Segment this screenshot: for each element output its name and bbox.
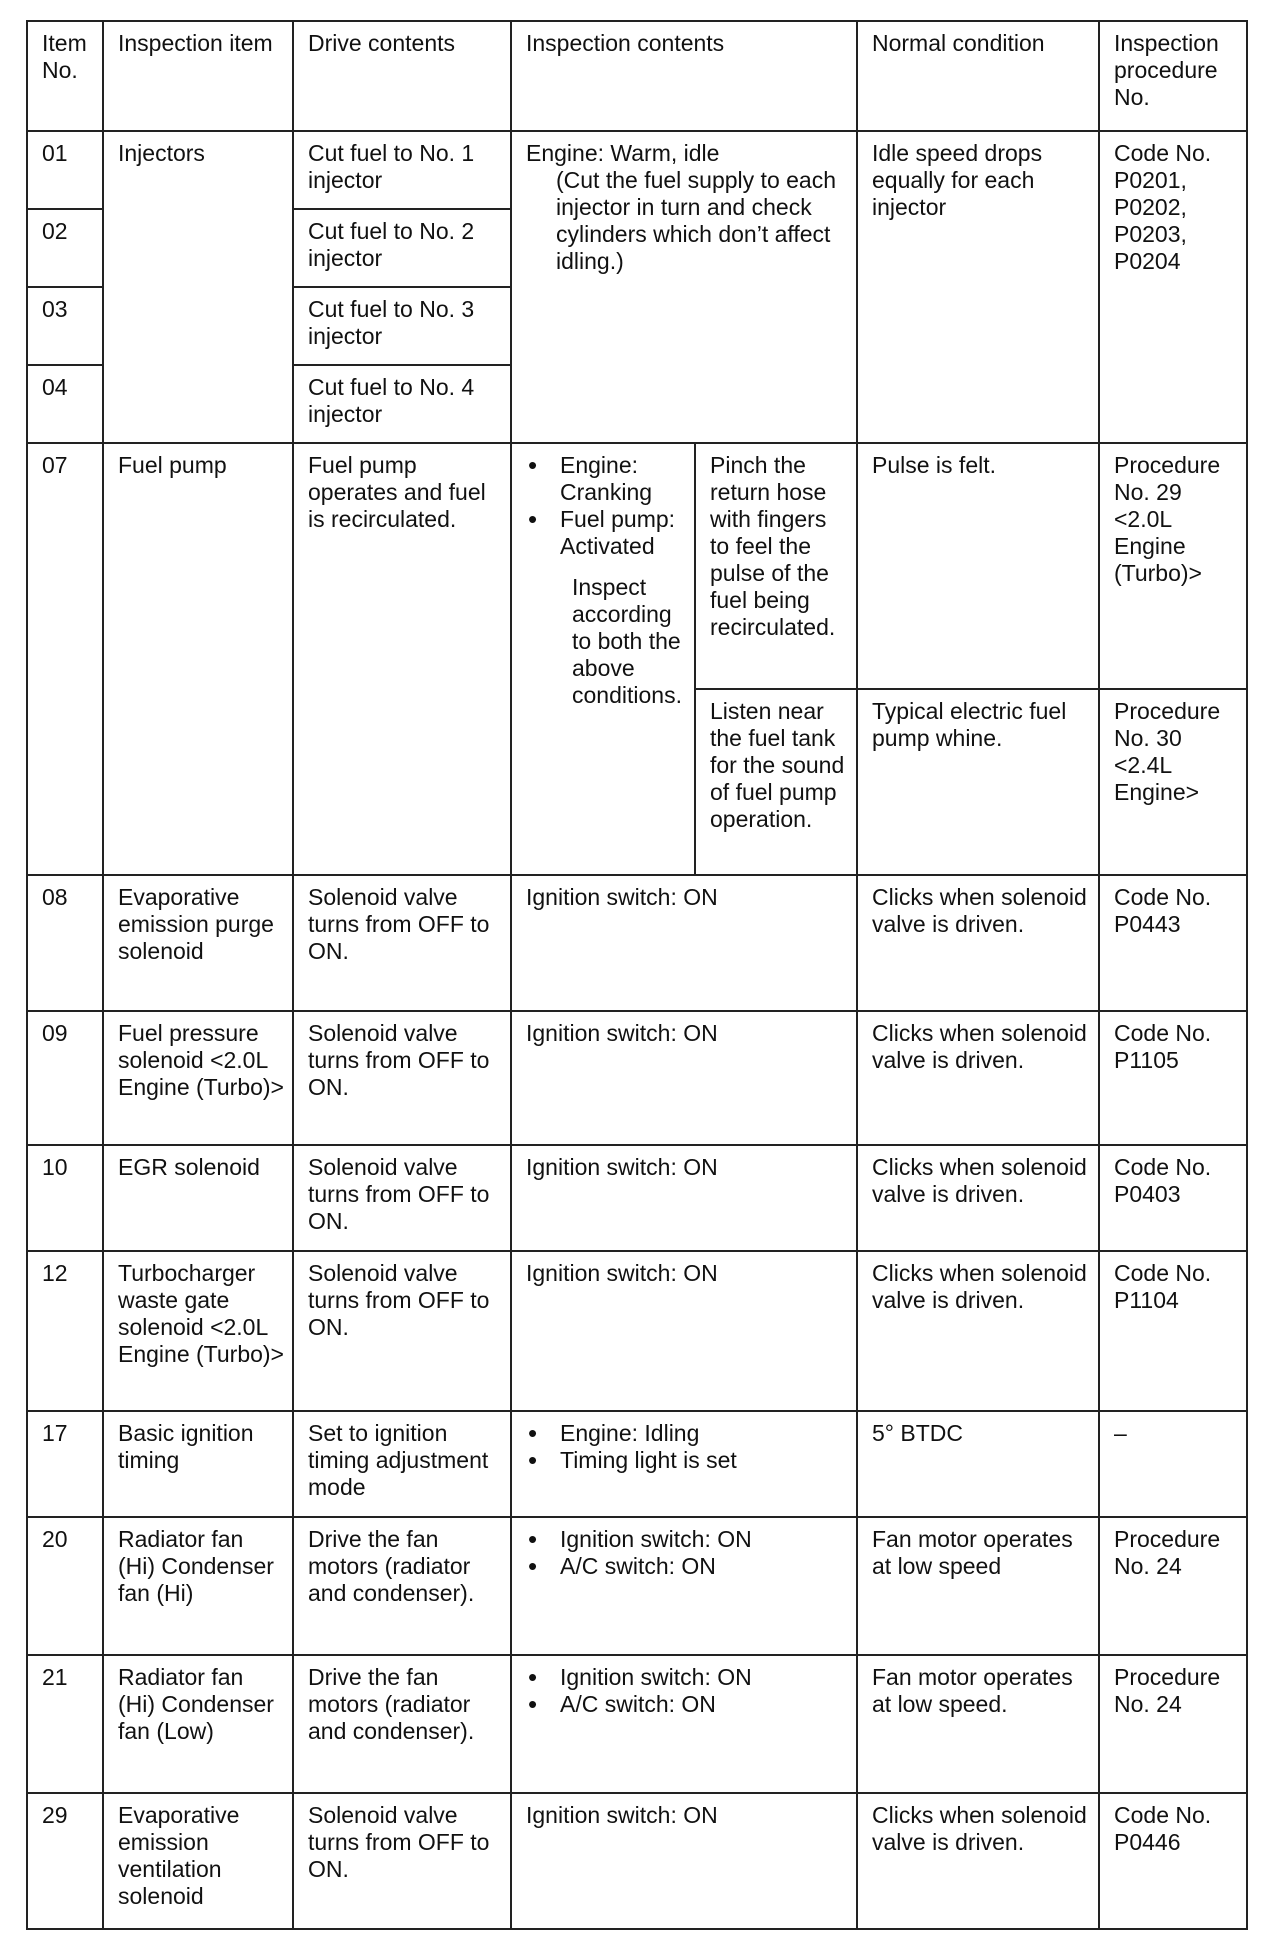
drive-contents: Cut fuel to No. 2 injector	[293, 209, 511, 287]
item-no: 07	[27, 443, 103, 875]
normal-condition: 5° BTDC	[857, 1411, 1099, 1517]
drive-contents: Solenoid valve turns from OFF to ON.	[293, 1793, 511, 1929]
inspection-item: Turbocharger waste gate solenoid <2.0L Engine (Turbo)>	[103, 1251, 293, 1411]
normal-condition: Clicks when solenoid valve is driven.	[857, 1793, 1099, 1929]
procedure-no: Code No. P0443	[1099, 875, 1247, 1011]
inspection-contents: Ignition switch: ON	[511, 1145, 857, 1251]
condition-item: • Ignition switch: ON	[526, 1526, 848, 1553]
table-row	[27, 1011, 1247, 1145]
actuator-test-table	[26, 20, 1248, 1930]
item-no: 29	[27, 1793, 103, 1929]
procedure-no: Procedure No. 29 <2.0L Engine (Turbo)>	[1099, 443, 1247, 689]
table-row	[27, 1655, 1247, 1793]
item-no: 17	[27, 1411, 103, 1517]
inspection-contents	[511, 1655, 857, 1793]
procedure-no: Procedure No. 24	[1099, 1517, 1247, 1655]
inspection-item: Radiator fan (Hi) Condenser fan (Low)	[103, 1655, 293, 1793]
drive-contents: Solenoid valve turns from OFF to ON.	[293, 1145, 511, 1251]
normal-condition: Idle speed drops equally for each injector	[857, 131, 1099, 443]
table-row	[27, 131, 1247, 209]
drive-contents: Cut fuel to No. 4 injector	[293, 365, 511, 443]
inspection-item: Basic ignition timing	[103, 1411, 293, 1517]
item-no: 21	[27, 1655, 103, 1793]
inspection-item: Fuel pump	[103, 443, 293, 875]
condition-item: • Fuel pump: Activated	[526, 506, 686, 560]
inspection-item: Evaporative emission purge solenoid	[103, 875, 293, 1011]
procedure-no: Code No. P1105	[1099, 1011, 1247, 1145]
condition-item: • A/C switch: ON	[526, 1553, 848, 1580]
item-no: 10	[27, 1145, 103, 1251]
inspection-item: Evaporative emission ventilation solenoid	[103, 1793, 293, 1929]
item-no: 02	[27, 209, 103, 287]
header-item-no: Item No.	[27, 21, 103, 131]
header-normal-condition: Normal condition	[857, 21, 1099, 131]
inspection-contents	[511, 1517, 857, 1655]
table-row	[27, 875, 1247, 1011]
normal-condition: Clicks when solenoid valve is driven.	[857, 1251, 1099, 1411]
drive-contents: Cut fuel to No. 3 injector	[293, 287, 511, 365]
table-row	[27, 1411, 1247, 1517]
condition-item: • Engine: Idling	[526, 1420, 848, 1447]
header-drive-contents: Drive contents	[293, 21, 511, 131]
header-row	[27, 21, 1247, 131]
inspection-contents: Ignition switch: ON	[511, 1011, 857, 1145]
table-row	[27, 1251, 1247, 1411]
procedure-no: Code No. P1104	[1099, 1251, 1247, 1411]
procedure-no: Procedure No. 24	[1099, 1655, 1247, 1793]
conditions-note: Inspect according to both the above conditions.	[572, 574, 682, 708]
item-no: 08	[27, 875, 103, 1011]
item-no: 12	[27, 1251, 103, 1411]
header-inspection-item: Inspection item	[103, 21, 293, 131]
drive-contents: Fuel pump operates and fuel is recirculated.	[293, 443, 511, 875]
inspection-item: Radiator fan (Hi) Condenser fan (Hi)	[103, 1517, 293, 1655]
condition-item: • Engine: Cranking	[526, 452, 686, 506]
inspection-contents	[511, 1411, 857, 1517]
inspection-note: (Cut the fuel supply to each injector in turn and check cylinders which don’t affect idling.)	[556, 167, 836, 274]
table-row	[27, 1517, 1247, 1655]
inspection-contents: Ignition switch: ON	[511, 1793, 857, 1929]
inspection-contents: Ignition switch: ON	[511, 875, 857, 1011]
inspection-contents	[511, 131, 857, 443]
inspection-conditions	[511, 443, 695, 875]
table-row	[27, 1793, 1247, 1929]
drive-contents: Solenoid valve turns from OFF to ON.	[293, 1011, 511, 1145]
procedure-no: Code No. P0446	[1099, 1793, 1247, 1929]
procedure-no: –	[1099, 1411, 1247, 1517]
normal-condition: Clicks when solenoid valve is driven.	[857, 1011, 1099, 1145]
procedure-no: Code No. P0201, P0202, P0203, P0204	[1099, 131, 1247, 443]
inspection-item: EGR solenoid	[103, 1145, 293, 1251]
table-row	[27, 443, 1247, 689]
normal-condition: Typical electric fuel pump whine.	[857, 689, 1099, 875]
drive-contents: Solenoid valve turns from OFF to ON.	[293, 875, 511, 1011]
drive-contents: Solenoid valve turns from OFF to ON.	[293, 1251, 511, 1411]
normal-condition: Pulse is felt.	[857, 443, 1099, 689]
condition-item: • Ignition switch: ON	[526, 1664, 848, 1691]
header-inspection-contents: Inspection contents	[511, 21, 857, 131]
item-no: 20	[27, 1517, 103, 1655]
drive-contents: Cut fuel to No. 1 injector	[293, 131, 511, 209]
inspection-contents: Ignition switch: ON	[511, 1251, 857, 1411]
inspection-check: Pinch the return hose with fingers to feel the pulse of the fuel being recirculated.	[695, 443, 857, 689]
normal-condition: Fan motor operates at low speed.	[857, 1655, 1099, 1793]
normal-condition: Fan motor operates at low speed	[857, 1517, 1099, 1655]
drive-contents: Set to ignition timing adjustment mode	[293, 1411, 511, 1517]
item-no: 01	[27, 131, 103, 209]
procedure-no: Code No. P0403	[1099, 1145, 1247, 1251]
drive-contents: Drive the fan motors (radiator and condenser).	[293, 1517, 511, 1655]
inspection-item: Injectors	[103, 131, 293, 443]
inspection-item: Fuel pressure solenoid <2.0L Engine (Turbo)>	[103, 1011, 293, 1145]
drive-contents: Drive the fan motors (radiator and condenser).	[293, 1655, 511, 1793]
item-no: 04	[27, 365, 103, 443]
normal-condition: Clicks when solenoid valve is driven.	[857, 875, 1099, 1011]
inspection-check: Listen near the fuel tank for the sound of fuel pump operation.	[695, 689, 857, 875]
item-no: 03	[27, 287, 103, 365]
normal-condition: Clicks when solenoid valve is driven.	[857, 1145, 1099, 1251]
condition-item: • Timing light is set	[526, 1447, 848, 1474]
header-procedure-no: Inspection procedure No.	[1099, 21, 1247, 131]
condition-item: • A/C switch: ON	[526, 1691, 848, 1718]
inspection-line: Engine: Warm, idle	[526, 140, 720, 166]
table-row	[27, 1145, 1247, 1251]
procedure-no: Procedure No. 30 <2.4L Engine>	[1099, 689, 1247, 875]
item-no: 09	[27, 1011, 103, 1145]
